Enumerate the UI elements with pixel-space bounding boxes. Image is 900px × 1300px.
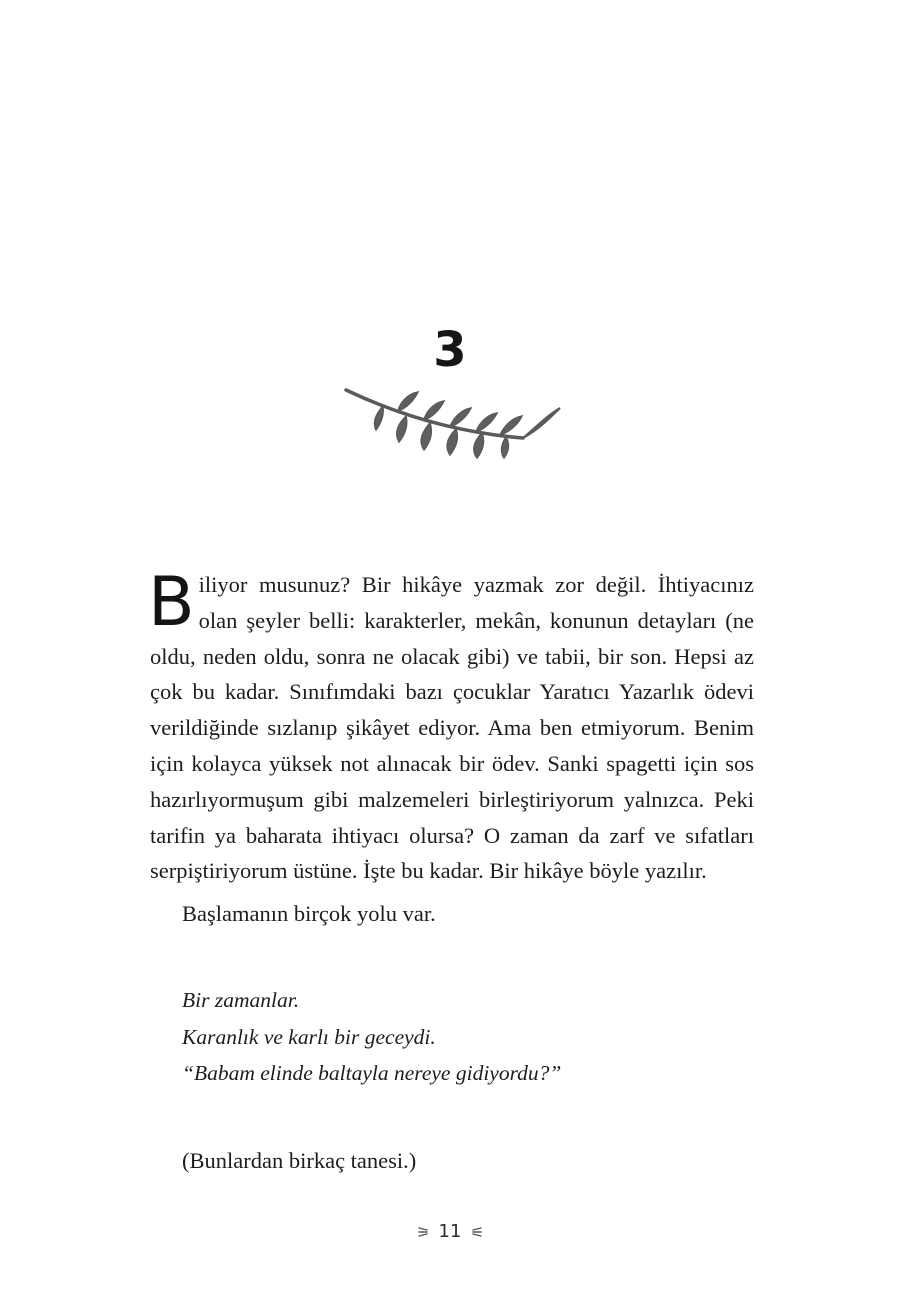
page-mark-left-icon [417,1225,429,1239]
page-footer [0,1218,900,1246]
body-text [148,563,754,889]
first-paragraph-text: iliyor musunuz? Bir hikâye yazmak zor değil. İhtiyacınız olan şeyler belli: karakterler, mekân, konunun detayları (ne oldu, neden oldu, sonra ne olacak gibi) ve tabii, bir son. Hepsi az çok bu kadar. Sınıfımdaki bazı çocuklar Yaratıcı Yazarlık ödevi verildiğinde sızlanıp şikâyet ediyor. Ama ben etmiyorum. Benim için kolayca yüksek not alınacak bir ödev. Sanki spagetti için sos hazırlıyormuşum gibi malzemeleri birleştiriyorum yalnızca. Peki tarifin ya baharata ihtiyacı olursa? O zaman da zarf ve sıfatları serpiştiriyorum üstüne. İşte bu kadar. Bir hikâye böyle yazılır. [150,572,754,884]
page-number: 11 [438,1221,462,1242]
closing-paragraph: (Bunlardan birkaç tanesi.) [182,1148,417,1173]
leaf-branch-icon [338,380,564,464]
first-paragraph [148,563,754,889]
drop-cap: B [148,563,195,642]
chapter-number: 3 [433,322,467,378]
example-opening-line: “Babam elinde baltayla nereye gidiyordu?” [182,1061,562,1085]
second-paragraph: Başlamanın birçok yolu var. [182,901,436,926]
page-mark-right-icon [471,1225,483,1239]
example-openings [182,982,561,1092]
example-opening-line: Bir zamanlar. [182,988,300,1012]
example-opening-line: Karanlık ve karlı bir geceydi. [182,1024,436,1049]
